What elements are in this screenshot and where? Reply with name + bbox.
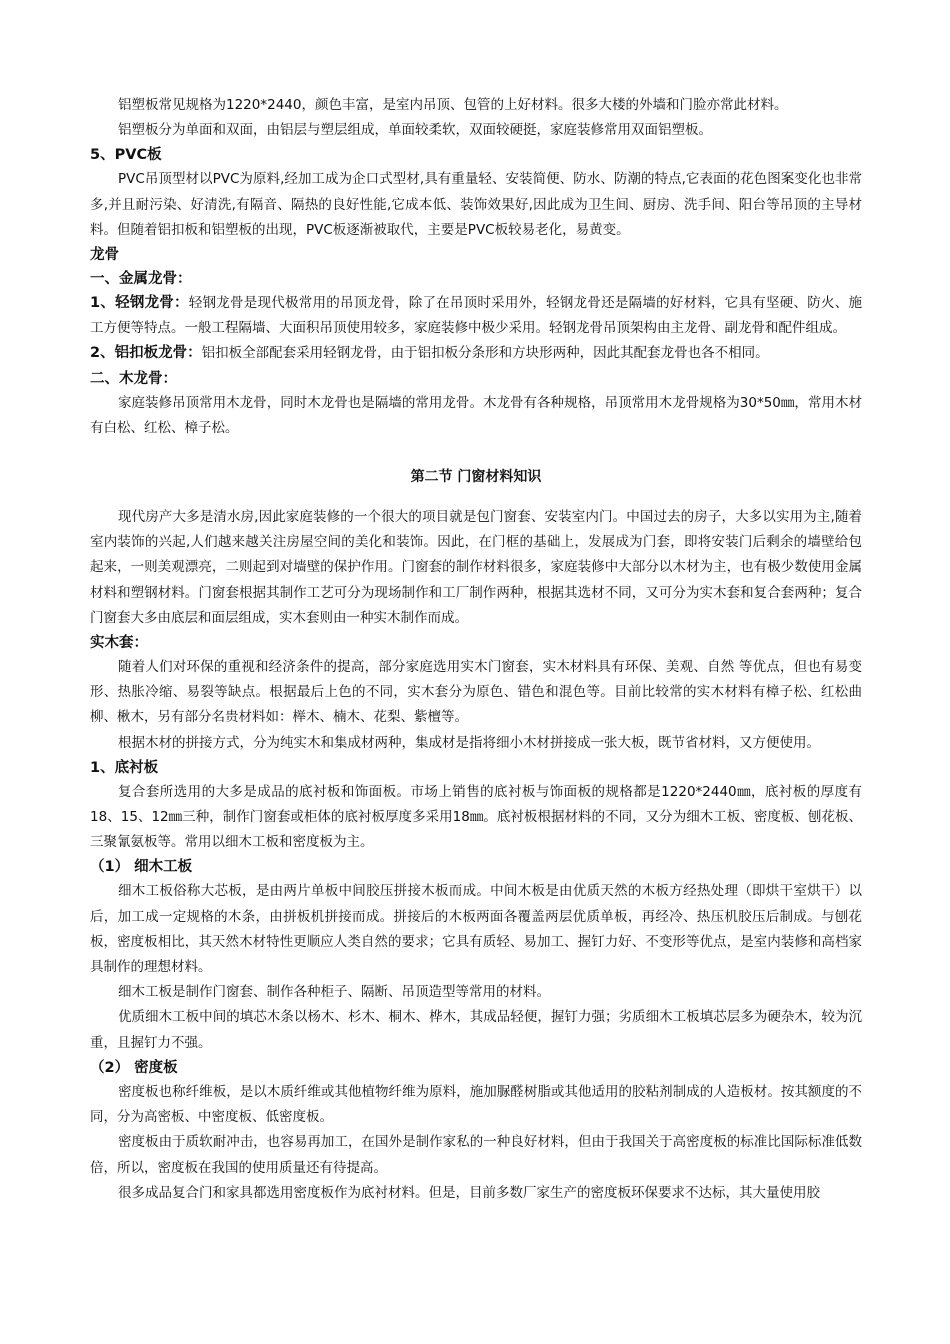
heading-aluminum-keel: 2、铝扣板龙骨： [90,345,202,362]
paragraph-pvc: PVC吊顶型材以PVC为原料,经加工成为企口式型材,具有重量轻、安装简便、防水、防潮的特点,它表面的花色图案变化也非常多,并且耐污染、好清洗,有隔音、隔热的良好性能,它成本低、装饰效果好,因此成为卫生间、厨房、洗手间、阳台等吊顶的主导材料。但随着铝扣板和铝塑板的出现，PVC板逐渐被取代，主要是PVC板较易老化，易黄变。 [90,171,862,238]
paragraph-density-board-1: 密度板也称纤维板，是以木质纤维或其他植物纤维为原料，施加脲醛树脂或其他适用的胶粘剂制成的人造板材。按其额度的不同，分为高密板、中密度板、低密度板。 [90,1083,862,1126]
paragraph-blockboard-2: 细木工板是制作门窗套、制作各种柜子、隔断、吊顶造型等常用的材料。 [118,984,550,1001]
heading-pvc: 5、PVC板 [90,147,162,164]
heading-density-board: （2） 密度板 [90,1059,178,1076]
paragraph-wood-keel: 家庭装修吊顶常用木龙骨，同时木龙骨也是隔墙的常用龙骨。木龙骨有各种规格，吊顶常用木龙骨规格为30*50㎜，常用木材有白松、红松、樟子松。 [90,394,862,436]
paragraph-solid-wood-1: 随着人们对环保的重视和经济条件的提高，部分家庭选用实木门窗套，实木材料具有环保、美观、自然 等优点，但也有易变形、热胀冷缩、易裂等缺点。根据最后上色的不同，实木套分为原色、错色和混色等。目前比较常的实木材料有樟子松、红松曲柳、楸木，另有部分名贵材料如：榉木、楠木、花梨、紫檀等。 [90,659,862,726]
heading-solid-wood: 实木套： [90,635,148,652]
paragraph-light-steel-keel [90,291,862,341]
paragraph-intro: 现代房产大多是清水房,因此家庭装修的一个很大的项目就是包门窗套、安装室内门。中国过去的房子，大多以实用为主,随着室内装饰的兴起,人们越来越关注房屋空间的美化和装饰。因此，在门框的基础上，发展成为门套，即将安装门后剩余的墙壁给包起来，一则美观漂亮，二则起到对墙壁的保护作用。门窗套的制作材料很多，家庭装修中大部分以木材为主，也有极少数使用金属材料和塑钢材料。门窗套根据其制作工艺可分为现场制作和工厂制作两种，根据其选材不同，又可分为实木套和复合套两种；复合门窗套大多由底层和面层组成，实木套则由一种实木制作而成。 [90,509,862,626]
paragraph-base-board: 复合套所选用的大多是成品的底衬板和饰面板。市场上销售的底衬板与饰面板的规格都是1220*2440㎜，底衬板的厚度有18、15、12㎜三种，制作门窗套或柜体的底衬板厚度多采用18㎜。底衬板根据材料的不同，又分为细木工板、密度板、刨花板、三聚氰氨板等。常用以细木工板和密度板为主。 [90,783,862,851]
heading-metal-keel: 一、金属龙骨： [90,271,192,288]
paragraph-blockboard-3: 优质细木工板中间的填芯木条以杨木、杉木、桐木、桦木，其成品轻便，握钉力强；劣质细木工板填芯层多为硬杂木，较为沉重，且握钉力不强。 [90,1009,862,1051]
paragraph-lsb-types: 铝塑板分为单面和双面，由铝层与塑层组成，单面较柔软，双面较硬挺，家庭装修常用双面铝塑板。 [118,122,712,139]
section-title: 第二节 门窗材料知识 [410,469,542,486]
text-aluminum-keel: 铝扣板全部配套采用轻钢龙骨，由于铝扣板分条形和方块形两种，因此其配套龙骨也各不相同。 [201,345,769,362]
heading-light-steel-keel: 1、轻钢龙骨： [90,295,189,312]
paragraph-blockboard-1: 细木工板俗称大芯板，是由两片单板中间胶压拼接木板而成。中间木板是由优质天然的木板方经热处理（即烘干室烘干）以后，加工成一定规格的木条，由拼板机拼接而成。拼接后的木板两面各覆盖两层优质单板，再经冷、热压机胶压后制成。与刨花板，密度板相比，其天然木材特性更顺应人类自然的要求；它具有质轻、易加工、握钉力好、不变形等优点，是室内装修和高档家具制作的理想材料。 [90,883,862,976]
paragraph-density-board-2: 密度板由于质软耐冲击，也容易再加工，在国外是制作家私的一种良好材料，但由于我国关于高密度板的标准比国际标准低数倍，所以，密度板在我国的使用质量还有待提高。 [90,1134,862,1176]
heading-base-board: 1、底衬板 [90,759,159,776]
paragraph-lsb-spec: 铝塑板常见规格为1220*2440，颜色丰富，是室内吊顶、包管的上好材料。很多大楼的外墙和门脸亦常此材料。 [118,97,788,113]
document-page [90,93,862,1206]
heading-wood-keel: 二、木龙骨： [90,370,177,387]
text-light-steel-keel: 轻钢龙骨是现代极常用的吊顶龙骨，除了在吊顶时采用外，轻钢龙骨还是隔墙的好材料，它具有坚硬、防火、施工方便等特点。一般工程隔墙、大面积吊顶使用较多，家庭装修中极少采用。轻钢龙骨吊顶架构由主龙骨、副龙骨和配件组成。 [90,295,862,337]
heading-longgu: 龙骨 [90,247,119,264]
paragraph-aluminum-keel [90,341,862,366]
paragraph-solid-wood-2: 根据木材的拼接方式，分为纯实木和集成材两种，集成材是指将细小木材拼接成一张大板，既节省材料，又方便使用。 [118,734,820,751]
heading-blockboard: （1） 细木工板 [90,859,193,876]
paragraph-density-board-3: 很多成品复合门和家具都选用密度板作为底衬材料。但是，目前多数厂家生产的密度板环保要求不达标，其大量使用胶 [118,1184,820,1201]
